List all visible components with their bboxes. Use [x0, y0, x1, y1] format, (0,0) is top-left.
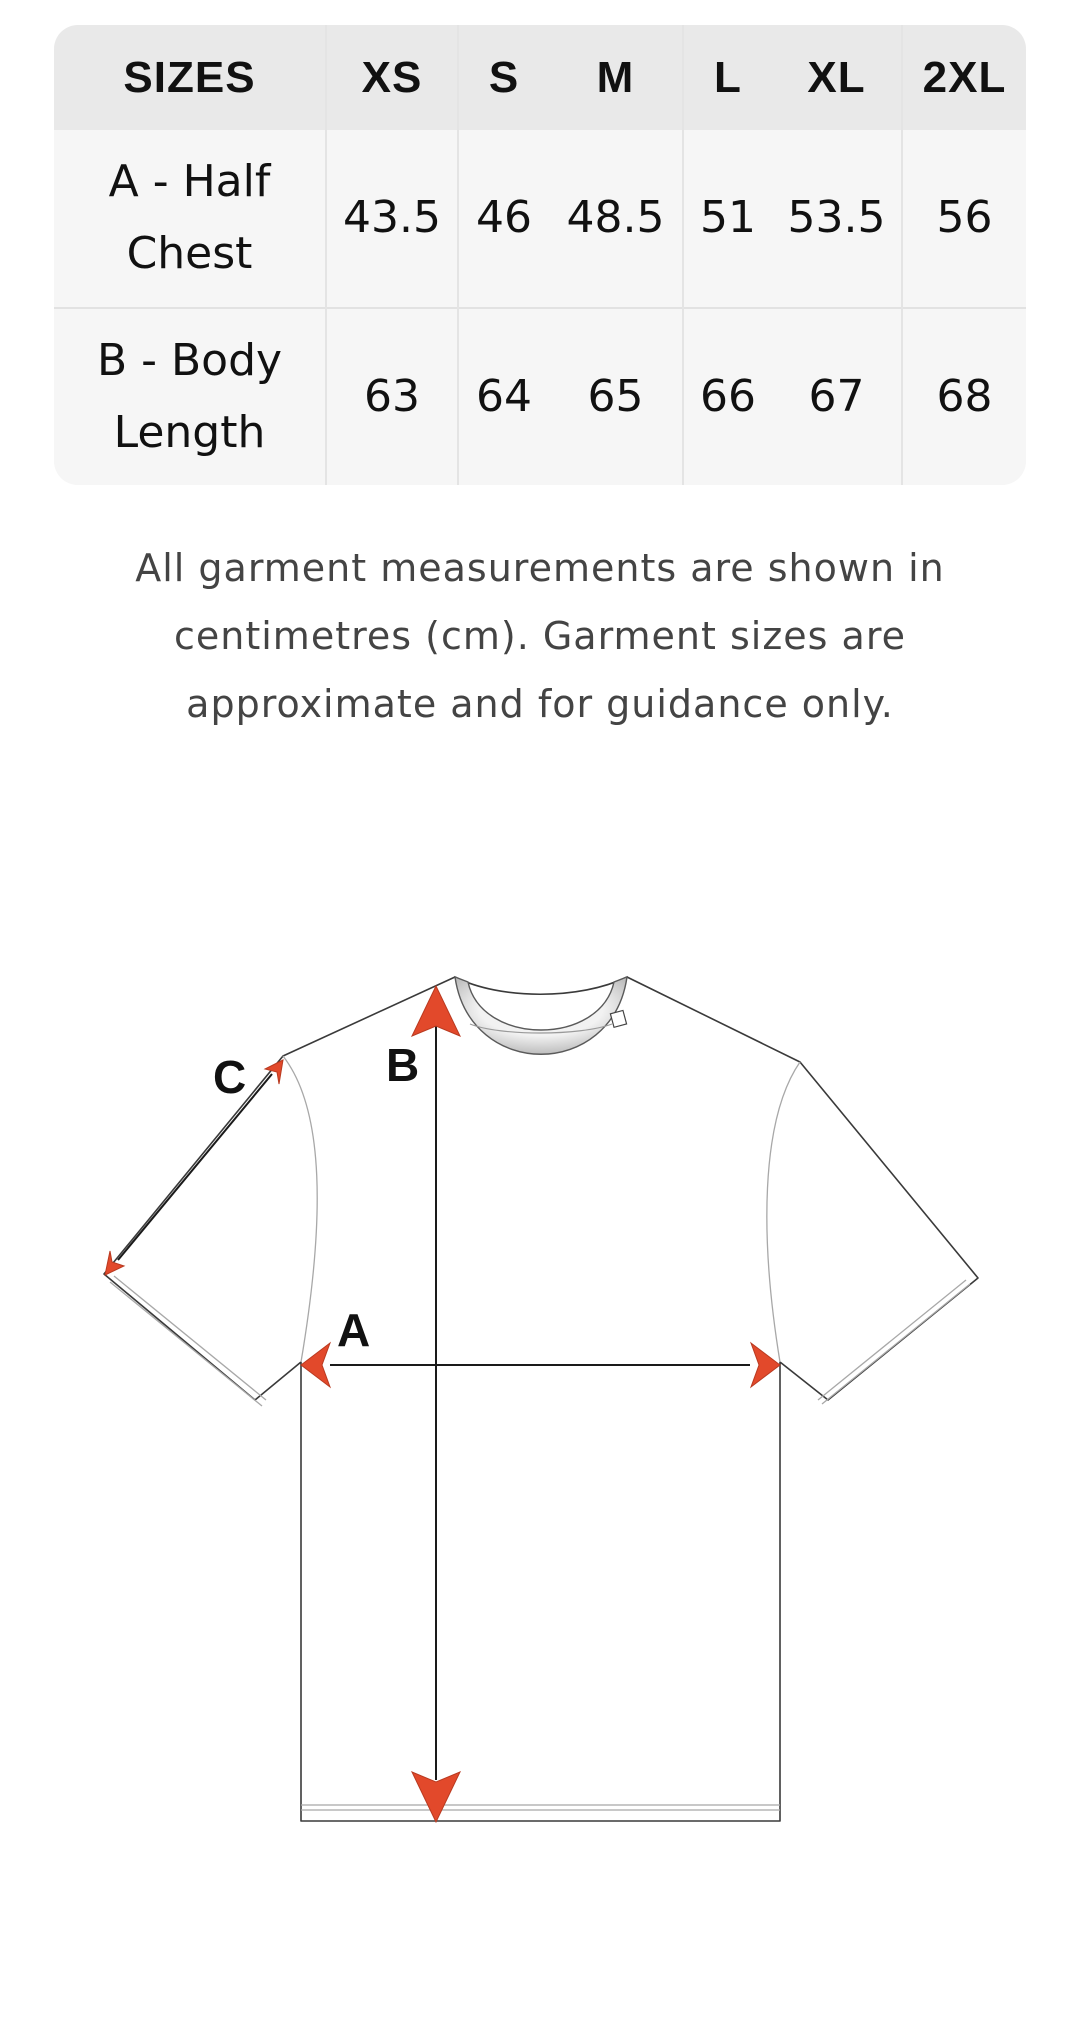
- cell-length-l: 66: [683, 308, 772, 486]
- row-label-half-chest: [54, 130, 326, 308]
- table-row-body-length: [54, 308, 1026, 486]
- note-line-2: centimetres (cm). Garment sizes are: [173, 614, 907, 658]
- header-size-2xl: 2XL: [902, 25, 1026, 130]
- cell-chest-m: 48.5: [566, 192, 665, 244]
- header-size-xs: XS: [326, 25, 458, 130]
- row-label-line1: A - Half: [108, 156, 271, 208]
- cell-length-xs: 63: [326, 308, 458, 486]
- size-table-grid: [54, 25, 1026, 485]
- cell-chest-xs: 43.5: [326, 130, 458, 308]
- cell-chest-2xl: 56: [902, 130, 1026, 308]
- header-size-m: M: [596, 52, 635, 102]
- label-letter-b: B: [386, 1039, 420, 1091]
- table-row-half-chest: [54, 130, 1026, 308]
- cell-chest-l: 51: [683, 130, 772, 308]
- row-label-line2: Length: [113, 406, 266, 458]
- header-size-xl: XL: [807, 52, 866, 102]
- cell-length-m: 65: [587, 370, 644, 422]
- measurement-note: [60, 534, 1020, 738]
- tshirt-body-shape: [104, 977, 978, 1821]
- header-size-l: L: [683, 25, 772, 130]
- cell-length-s: 64: [458, 308, 549, 486]
- header-size-s: S: [458, 25, 549, 130]
- label-letter-a: A: [337, 1304, 371, 1356]
- row-label-line2: Chest: [126, 228, 253, 280]
- cell-chest-xl: 53.5: [787, 192, 886, 244]
- cell-length-xl: 67: [808, 370, 865, 422]
- cell-chest-s: 46: [458, 130, 549, 308]
- note-line-3: approximate and for guidance only.: [186, 682, 894, 726]
- cell-length-2xl: 68: [902, 308, 1026, 486]
- row-label-body-length: [54, 308, 326, 486]
- size-table: [54, 25, 1026, 485]
- tshirt-measurement-diagram: [0, 900, 1080, 2043]
- header-sizes: SIZES: [123, 52, 256, 102]
- tshirt-outline: [104, 977, 978, 1821]
- row-label-line1: B - Body: [96, 334, 283, 386]
- tshirt-diagram-svg: [0, 900, 1080, 2043]
- tshirt-neck-label: [610, 1010, 626, 1027]
- label-letter-c: C: [213, 1051, 247, 1103]
- note-line-1: All garment measurements are shown in: [135, 546, 945, 590]
- size-table-header-row: [54, 25, 1026, 130]
